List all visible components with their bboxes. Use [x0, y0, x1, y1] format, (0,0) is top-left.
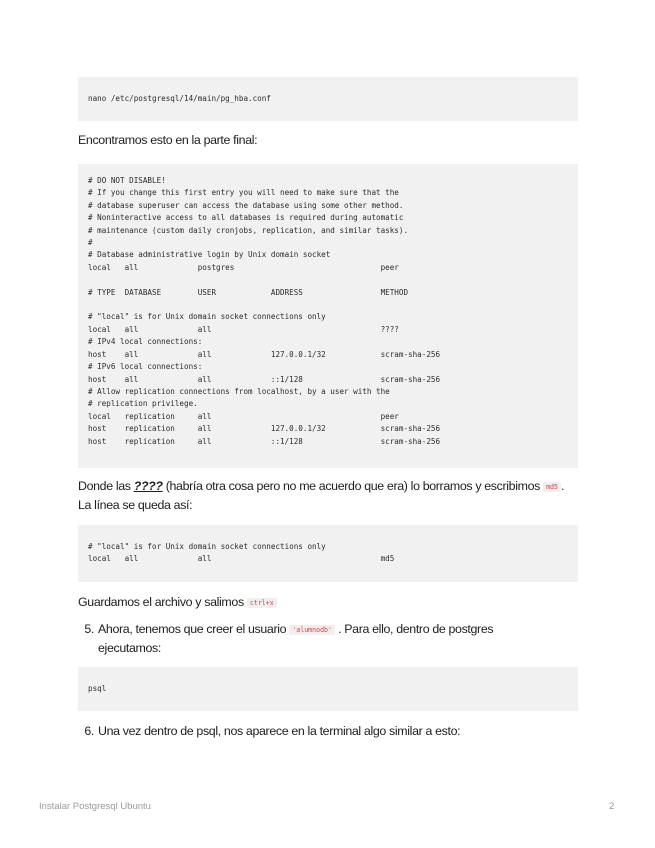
paragraph-intro: Encontramos esto en la parte final: — [78, 133, 258, 147]
inline-code-ctrl-x: ctrl+x — [247, 598, 277, 608]
code-block-psql — [78, 667, 578, 711]
code-text: psql — [88, 684, 107, 693]
code-block-result-line — [78, 525, 578, 582]
list-item-number: 5. — [84, 622, 94, 636]
inline-code-alumnodb: 'alumnodb' — [289, 625, 335, 635]
footer-page-number: 2 — [609, 801, 615, 812]
code-text: nano /etc/postgresql/14/main/pg_hba.conf — [88, 94, 271, 103]
inline-code-md5: md5 — [543, 482, 561, 492]
code-text: # "local" is for Unix domain socket connections only local all all md5 — [88, 542, 395, 564]
list-item-number: 6. — [84, 724, 94, 738]
paragraph-explanation: Donde las ???? (habría otra cosa pero no me acuerdo que era) lo borramos y escribimos md5 . La línea se queda así: — [78, 479, 565, 512]
paragraph-save: Guardamos el archivo y salimos ctrl+x — [78, 593, 578, 612]
code-block-pg-hba — [78, 164, 578, 468]
list-item-text: Una vez dentro de psql, nos aparece en la terminal algo similar a esto: — [98, 724, 461, 738]
list-item-text: Ahora, tenemos que creer el usuario 'alumnodb' . Para ello, dentro de postgres ejecutamos: — [98, 622, 494, 655]
code-block-nano — [78, 77, 578, 121]
code-text: # DO NOT DISABLE! # If you change this first entry you will need to make sure that the # database superuser can access the database using some other method. # Noninteractive access to all databases is required during automatic # maintenance (custom daily cronjobs, replication, and similar tasks). # # Database administrative login by Unix domain socket local all postgres peer # TYPE DATABASE USER ADDRESS METHOD # "local" is for Unix domain socket connections only local all all ???? # IPv4 local connections: host all all 127.0.0.1/32 scram-sha-256 # IPv6 local connections: host all all ::1/128 scram-sha-256 # Allow replication connections from localhost, by a user with the # replication privilege. local replication all peer host replication all 127.0.0.1/32 scram-sha-256 host replication all ::1/128 scram-sha-256 — [88, 176, 441, 446]
emphasized-question-marks: ???? — [133, 479, 163, 493]
footer-title: Instalar Postgresql Ubuntu — [39, 801, 151, 812]
